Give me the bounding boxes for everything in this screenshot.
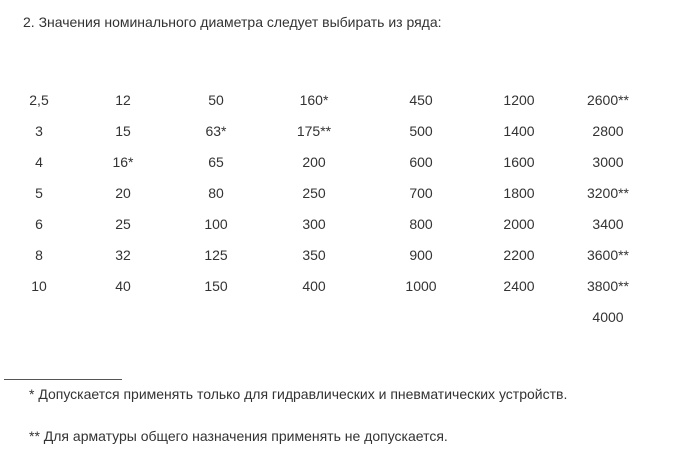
table-cell: 2,5 bbox=[29, 92, 49, 108]
table-cell: 25 bbox=[115, 216, 131, 232]
table-cell: 10 bbox=[31, 278, 47, 294]
table-cell: 200 bbox=[302, 154, 326, 170]
table-cell: 700 bbox=[409, 185, 433, 201]
table-cell: 250 bbox=[302, 185, 326, 201]
table-cell: 900 bbox=[409, 247, 433, 263]
table-cell: 15 bbox=[115, 123, 131, 139]
table-cell: 63* bbox=[205, 123, 227, 139]
table-cell: 4000 bbox=[592, 309, 624, 325]
table-cell: 3600** bbox=[586, 247, 630, 263]
table-cell: 4 bbox=[35, 154, 43, 170]
table-cell: 3200** bbox=[586, 185, 630, 201]
table-cell: 175** bbox=[296, 123, 332, 139]
table-cell: 3000 bbox=[592, 154, 624, 170]
table-cell: 20 bbox=[115, 185, 131, 201]
intro-text: 2. Значения номинального диаметра следует выбирать из ряда: bbox=[23, 14, 442, 30]
table-cell: 2000 bbox=[503, 216, 535, 232]
table-cell: 125 bbox=[204, 247, 228, 263]
table-cell: 2400 bbox=[503, 278, 535, 294]
table-cell: 2600** bbox=[586, 92, 630, 108]
table-cell: 100 bbox=[204, 216, 228, 232]
table-cell: 500 bbox=[409, 123, 433, 139]
table-cell: 80 bbox=[208, 185, 224, 201]
table-cell: 5 bbox=[35, 185, 43, 201]
table-cell: 1800 bbox=[503, 185, 535, 201]
table-cell: 40 bbox=[115, 278, 131, 294]
table-cell: 2800 bbox=[592, 123, 624, 139]
table-cell: 1400 bbox=[503, 123, 535, 139]
table-cell: 32 bbox=[115, 247, 131, 263]
table-cell: 1600 bbox=[503, 154, 535, 170]
table-cell: 8 bbox=[35, 247, 43, 263]
table-cell: 160* bbox=[299, 92, 329, 108]
table-cell: 3400 bbox=[592, 216, 624, 232]
table-cell: 350 bbox=[302, 247, 326, 263]
table-cell: 2200 bbox=[503, 247, 535, 263]
footnote-single-asterisk: * Допускается применять только для гидравлических и пневматических устройств. bbox=[29, 386, 568, 402]
table-cell: 3800** bbox=[586, 278, 630, 294]
table-cell: 1200 bbox=[503, 92, 535, 108]
footnote-divider bbox=[4, 379, 122, 380]
table-cell: 16* bbox=[112, 154, 134, 170]
table-cell: 50 bbox=[208, 92, 224, 108]
table-cell: 300 bbox=[302, 216, 326, 232]
table-cell: 450 bbox=[409, 92, 433, 108]
table-cell: 6 bbox=[35, 216, 43, 232]
table-cell: 1000 bbox=[405, 278, 437, 294]
table-cell: 12 bbox=[115, 92, 131, 108]
table-cell: 65 bbox=[208, 154, 224, 170]
table-cell: 400 bbox=[302, 278, 326, 294]
table-cell: 800 bbox=[409, 216, 433, 232]
table-cell: 150 bbox=[204, 278, 228, 294]
footnote-double-asterisk: ** Для арматуры общего назначения применять не допускается. bbox=[29, 428, 448, 444]
table-cell: 600 bbox=[409, 154, 433, 170]
table-cell: 3 bbox=[35, 123, 43, 139]
